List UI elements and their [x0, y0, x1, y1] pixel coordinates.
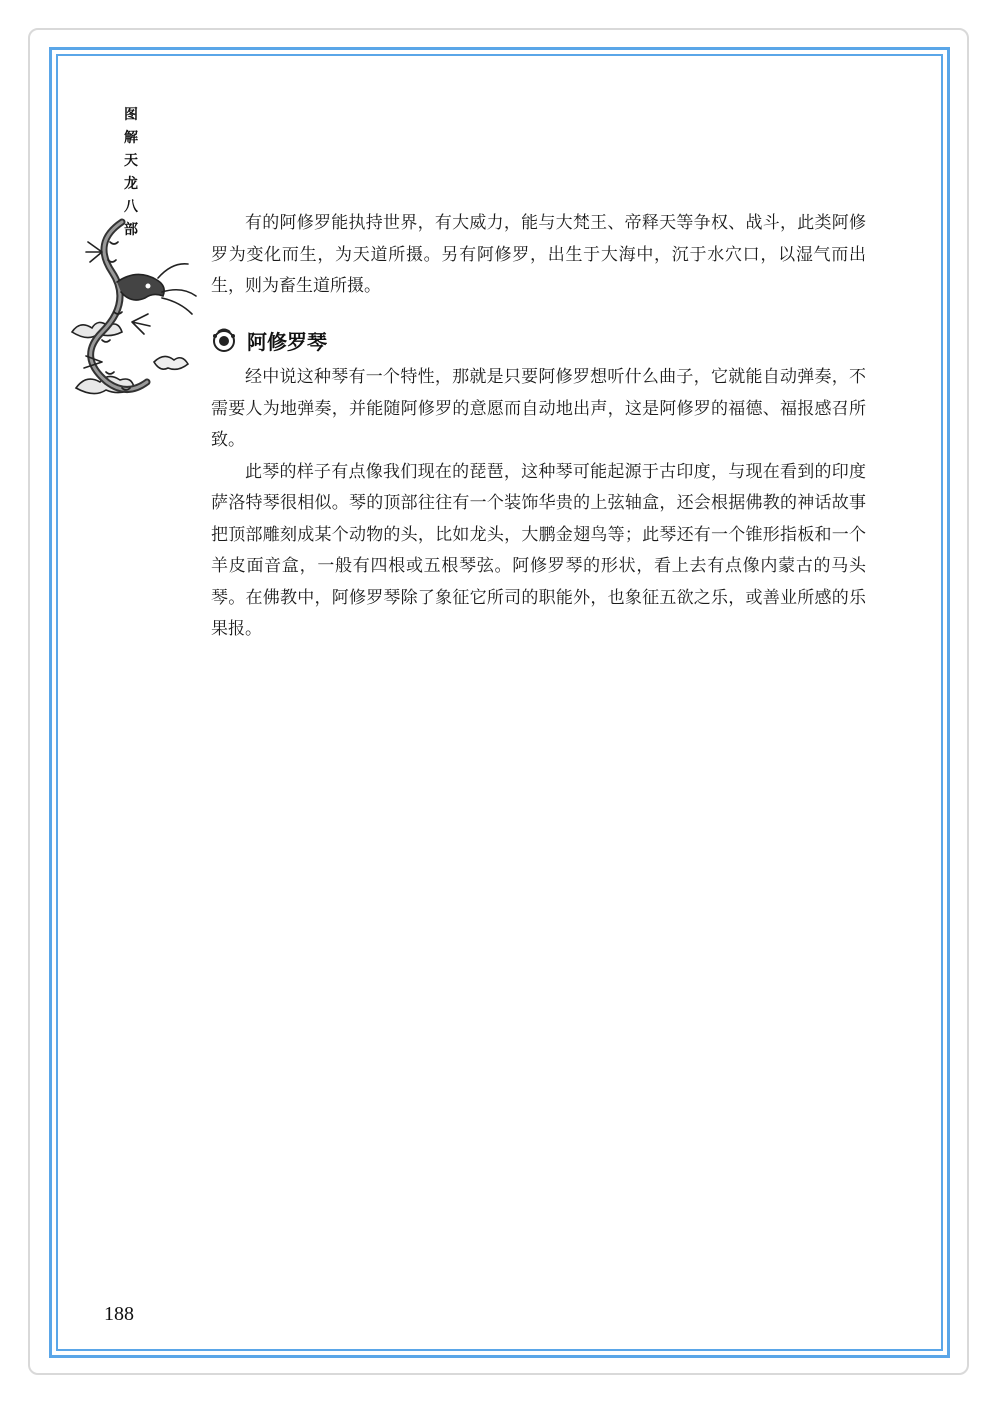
ornament-icon	[211, 327, 237, 353]
intro-text	[211, 208, 866, 303]
page-number: 188	[104, 1303, 134, 1325]
section-paragraph-2: 此琴的样子有点像我们现在的琵琶，这种琴可能起源于古印度，与现在看到的印度萨洛特琴很相似。琴的顶部往往有一个装饰华贵的上弦轴盒，还会根据佛教的神话故事把顶部雕刻成某个动物的头，比如龙头，大鹏金翅鸟等；此琴还有一个锥形指板和一个羊皮面音盒，一般有四根或五根琴弦。阿修罗琴的形状，看上去有点像内蒙古的马头琴。在佛教中，阿修罗琴除了象征它所司的职能外，也象征五欲之乐，或善业所感的乐果报。	[211, 461, 866, 639]
section-heading-text: 阿修罗琴	[247, 329, 327, 354]
section-paragraph-1: 经中说这种琴有一个特性，那就是只要阿修罗想听什么曲子，它就能自动弹奏，不需要人为地弹奏，并能随阿修罗的意愿而自动地出声，这是阿修罗的福德、福报感召所致。	[211, 367, 866, 450]
side-book-title: 图 解 天 龙 八 部	[124, 107, 138, 238]
intro-paragraph: 有的阿修罗能执持世界，有大威力，能与大梵王、帝释天等争权、战斗，此类阿修罗为变化而生，为天道所摄。另有阿修罗，出生于大海中，沉于水穴口，以湿气而出生，则为畜生道所摄。	[211, 213, 866, 296]
section-body	[211, 362, 866, 646]
dragon-illustration	[62, 212, 202, 412]
section-heading	[211, 322, 327, 358]
